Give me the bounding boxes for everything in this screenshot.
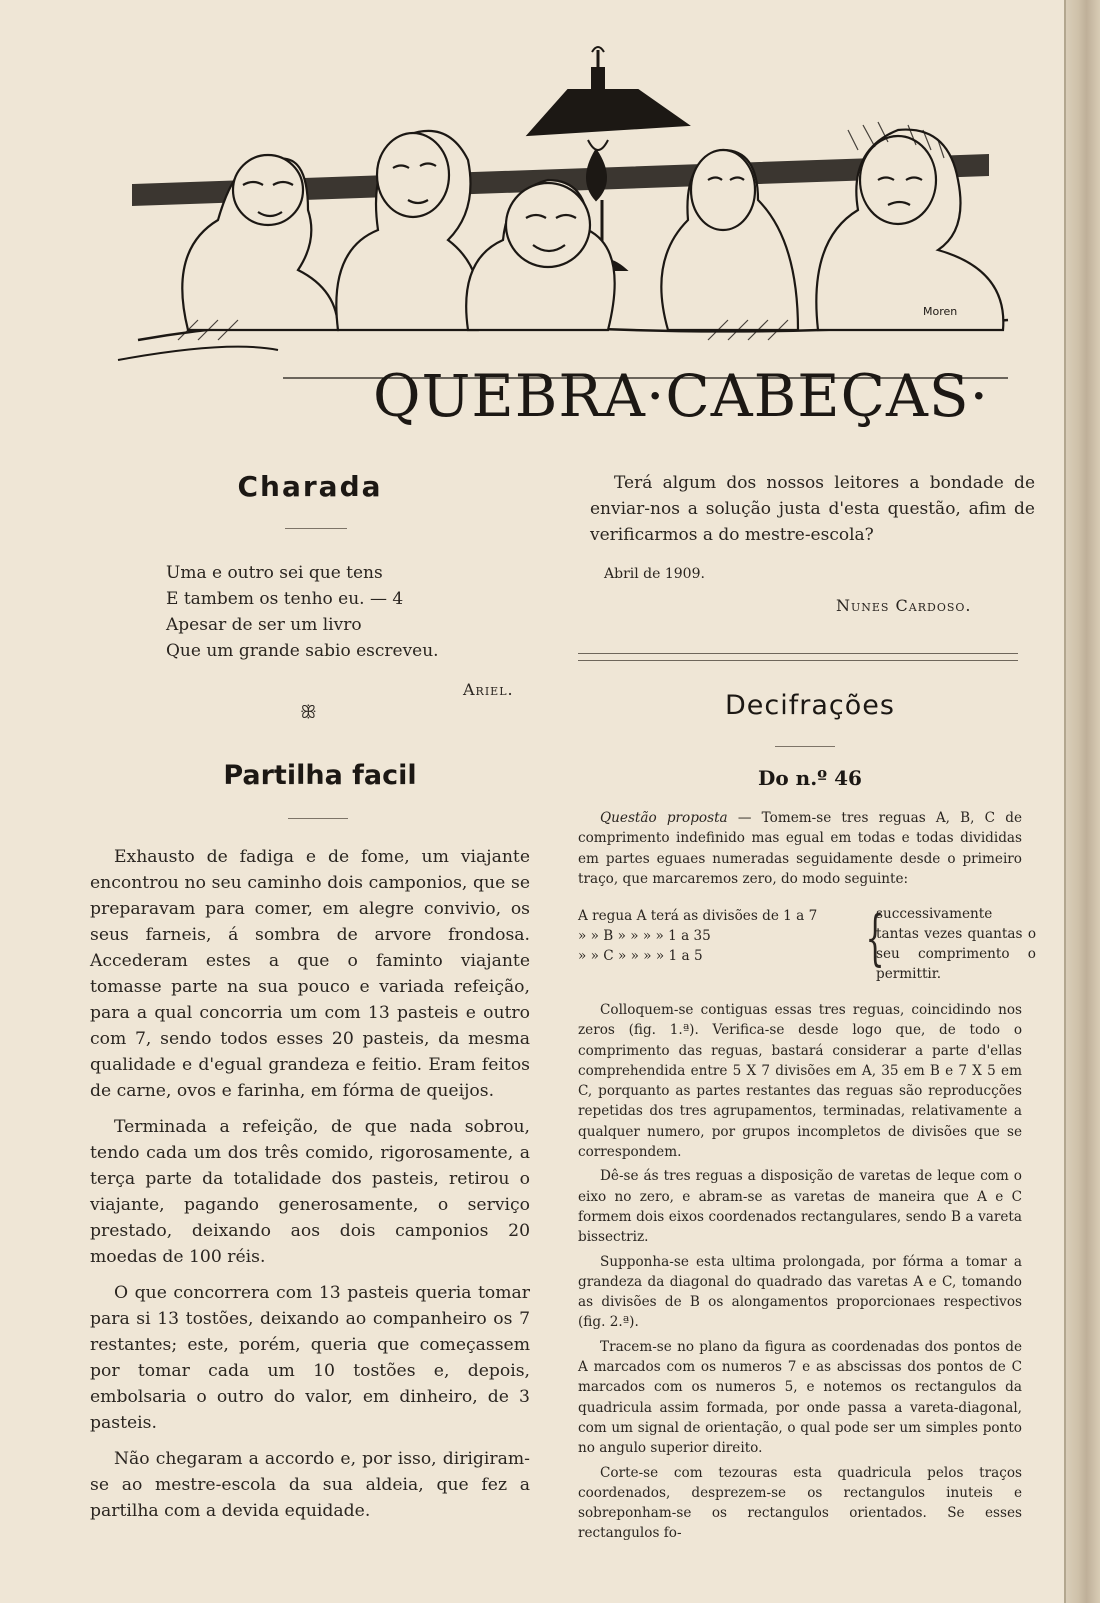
fleuron-ornament: ꕥ bbox=[300, 702, 317, 723]
regua-row: A regua A terá as divisões de 1 a 7 bbox=[578, 908, 818, 924]
puzzlers-drawing bbox=[108, 40, 1028, 410]
paragraph: Tracem-se no plano da figura as coordenadas dos pontos de A marcados com os numeros 7 e as abscissas dos pontos de C marcados com os numeros 5, e notemos os rectangulos da quadricula assim formada, por onde passa a vareta-diagonal, com um signal de orientação, o qual pode ser um simples ponto no angulo superior direito. bbox=[578, 1338, 1022, 1457]
partilha-body bbox=[90, 844, 530, 1534]
partilha-rule bbox=[288, 818, 348, 819]
charada-title: Charada bbox=[237, 470, 383, 503]
dateline: Abril de 1909. bbox=[604, 566, 705, 582]
brace-glyph: { bbox=[865, 903, 885, 973]
masthead-title: QUEBRA·CABEÇAS· bbox=[373, 362, 990, 430]
artist-signature: Moren bbox=[923, 305, 958, 318]
regua-row: » » C » » » » 1 a 5 bbox=[578, 948, 703, 964]
questao-block bbox=[578, 808, 1022, 893]
partilha-title: Partilha facil bbox=[223, 760, 417, 791]
questao-label: Questão proposta bbox=[600, 810, 728, 826]
paragraph: Supponha-se esta ultima prolongada, por fórma a tomar a grandeza da diagonal do quadrado das varetas A e C, tomando as divisões de B os alongamentos proporcionaes respectivos (fig. 2.ª). bbox=[578, 1253, 1022, 1331]
decifracoes-subhead: Do n.º 46 bbox=[758, 766, 862, 790]
paragraph: Terminada a refeição, de que nada sobrou, tendo cada um dos três comido, rigorosamente, a terça parte da totalidade dos pasteis, retirou o viajante, pagando generosamente, o serviço prestado, deixando aos dois camponios 20 moedas de 100 réis. bbox=[90, 1117, 530, 1267]
paragraph: O que concorrera com 13 pasteis queria tomar para si 13 tostões, deixando ao companheiro os 7 restantes; este, porém, queria que começassem por tomar cada um 10 tostões e, depois, embolsaria o outro do valor, em dinheiro, de 3 pasteis. bbox=[90, 1283, 530, 1433]
section-divider bbox=[578, 653, 1018, 661]
paragraph: Não chegaram a accordo e, por isso, dirigiram-se ao mestre-escola da sua aldeia, que fez a partilha com a devida equidade. bbox=[90, 1449, 530, 1521]
decifracoes-rule bbox=[775, 746, 835, 747]
paragraph: Corte-se com tezouras esta quadricula pelos traços coordenados, desprezem-se os rectangulos inuteis e sobreponham-se os rectangulos orientados. Se esses rectangulos fo- bbox=[578, 1464, 1022, 1542]
poem-line: Uma e outro sei que tens bbox=[166, 563, 383, 583]
charada-poem bbox=[166, 560, 439, 664]
charada-signature: Ariel. bbox=[463, 680, 514, 699]
intro-text-block bbox=[590, 470, 1035, 548]
page-gutter-shadow bbox=[1066, 0, 1100, 1603]
questao-text: — Tomem-se tres reguas A, B, C de comprimento indefinido mas egual em todas e todas divididas em partes eguaes numeradas seguidamente desde o primeiro traço, que marcaremos zero, do modo seguinte: bbox=[578, 810, 1022, 887]
regua-note: successivamente tantas vezes quantas o seu comprimento o permittir. bbox=[876, 906, 1036, 982]
intro-signature: Nunes Cardoso. bbox=[836, 596, 972, 615]
poem-line: E tambem os tenho eu. — 4 bbox=[166, 589, 404, 609]
paragraph: Dê-se ás tres reguas a disposição de varetas de leque com o eixo no zero, e abram-se as varetas de maneira que A e C formem dois eixos coordenados rectangulares, sendo B a vareta bissectriz. bbox=[578, 1168, 1022, 1246]
regua-row: » » B » » » » 1 a 35 bbox=[578, 928, 711, 944]
poem-line: Que um grande sabio escreveu. bbox=[166, 641, 439, 661]
paragraph: Exhausto de fadiga e de fome, um viajante encontrou no seu caminho dois camponios, que se preparavam para comer, em alegre convivio, os seus farneis, á sombra de arvore frondosa. Accederam estes a que o faminto viajante tomasse parte na sua pouco e variada refeição, para a qual concorria um com 13 pasteis e outro com 7, sendo todos esses 20 pasteis, da mesma qualidade e d'egual grandeza e feitio. Eram feitos de carne, ovos e farinha, em fórma de queijos. bbox=[90, 847, 530, 1101]
charada-rule bbox=[285, 528, 347, 529]
poem-line: Apesar de ser um livro bbox=[166, 615, 362, 635]
masthead-illustration bbox=[108, 40, 1028, 430]
decifracoes-title: Decifrações bbox=[725, 690, 895, 721]
intro-paragraph: Terá algum dos nossos leitores a bondade de enviar-nos a solução justa d'esta questão, afim de verificarmos a do mestre-escola? bbox=[590, 473, 1035, 545]
decifracao-body bbox=[578, 1000, 1022, 1548]
paragraph: Colloquem-se contiguas essas tres reguas, coincidindo nos zeros (fig. 1.ª). Verifica-se desde logo que, de todo o comprimento das reguas, bastará considerar a parte d'ellas comprehendida entre 5 X 7 divisões em A, 35 em B e 7 X 5 em C, porquanto as partes restantes das reguas são reproducções repetidas dos tres agrupamentos, terminadas, relativamente a qualquer numero, por grupos incompletos de divisões que se correspondem. bbox=[578, 1002, 1022, 1161]
